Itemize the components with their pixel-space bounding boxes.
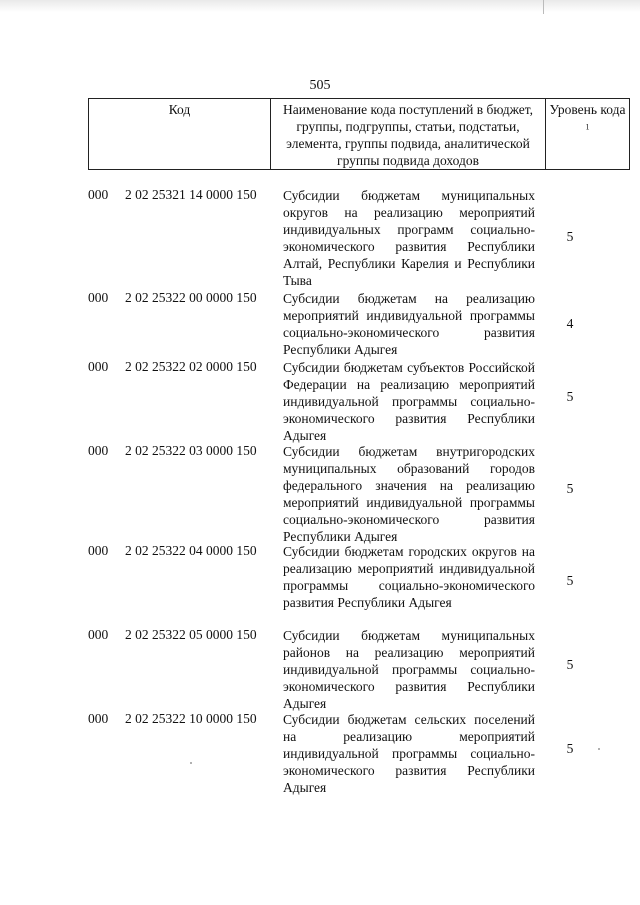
- revenue-name: Субсидии бюджетам внутригородских муниципальных образований городов федерального значения на реализацию мероприятий индивидуальной программы социально-экономического развития Республики Адыгея: [283, 444, 535, 545]
- revenue-name: Субсидии бюджетам муниципальных районов на реализацию мероприятий индивидуальной программы социально-экономического развития Республики Адыгея: [283, 628, 535, 712]
- scan-speck: [190, 762, 192, 764]
- admin-code: 000: [88, 711, 109, 726]
- code-level: 5: [566, 741, 574, 756]
- header-level: Уровень кода: [549, 102, 626, 117]
- revenue-name: Субсидии бюджетам городских округов на реализацию мероприятий индивидуальной программы социально-экономического развития Республики Адыгея: [283, 544, 535, 611]
- admin-code: 000: [88, 359, 109, 374]
- scan-top-edge: [0, 0, 640, 12]
- header-name: Наименование кода поступлений в бюджет, группы, подгруппы, статьи, подстатьи, элемента, группы подвида, аналитической группы подвида доходов: [282, 102, 533, 168]
- revenue-code: 2 02 25322 00 0000 150: [125, 290, 257, 305]
- revenue-code: 2 02 25322 02 0000 150: [125, 359, 257, 374]
- admin-code: 000: [88, 187, 109, 202]
- header-code: Код: [168, 102, 191, 117]
- code-level: 5: [566, 573, 574, 588]
- revenue-code: 2 02 25322 04 0000 150: [125, 543, 257, 558]
- revenue-name: Субсидии бюджетам на реализацию мероприятий индивидуальной программы социально-экономического развития Республики Адыгея: [283, 291, 535, 358]
- scan-speck: [598, 748, 600, 750]
- page-number: 505: [309, 78, 331, 93]
- revenue-code: 2 02 25322 05 0000 150: [125, 627, 257, 642]
- code-level: 5: [566, 389, 574, 404]
- admin-code: 000: [88, 443, 109, 458]
- revenue-code: 2 02 25322 03 0000 150: [125, 443, 257, 458]
- table-header: [88, 98, 630, 170]
- header-level-cell: [546, 99, 630, 170]
- code-level: 5: [566, 229, 574, 244]
- header-name-cell: [271, 99, 546, 170]
- code-level: 4: [566, 316, 574, 331]
- code-level: 5: [566, 657, 574, 672]
- header-code-cell: [89, 99, 271, 170]
- header-level-footnote: 1: [585, 122, 590, 131]
- scan-mark: [543, 0, 544, 14]
- header-level-wrap: [549, 102, 625, 138]
- revenue-name: Субсидии бюджетам субъектов Российской Федерации на реализацию мероприятий индивидуальной программы социально-экономического развития Республики Адыгея: [283, 360, 535, 444]
- admin-code: 000: [88, 543, 109, 558]
- revenue-code: 2 02 25321 14 0000 150: [125, 187, 257, 202]
- admin-code: 000: [88, 627, 109, 642]
- revenue-code: 2 02 25322 10 0000 150: [125, 711, 257, 726]
- admin-code: 000: [88, 290, 109, 305]
- revenue-name: Субсидии бюджетам муниципальных округов на реализацию мероприятий индивидуальных программ социально-экономического развития Республики Алтай, Республики Карелия и Республики Тыва: [283, 188, 535, 289]
- revenue-name: Субсидии бюджетам сельских поселений на реализацию мероприятий индивидуальной программы социально-экономического развития Республики Адыгея: [283, 712, 535, 796]
- code-level: 5: [566, 481, 574, 496]
